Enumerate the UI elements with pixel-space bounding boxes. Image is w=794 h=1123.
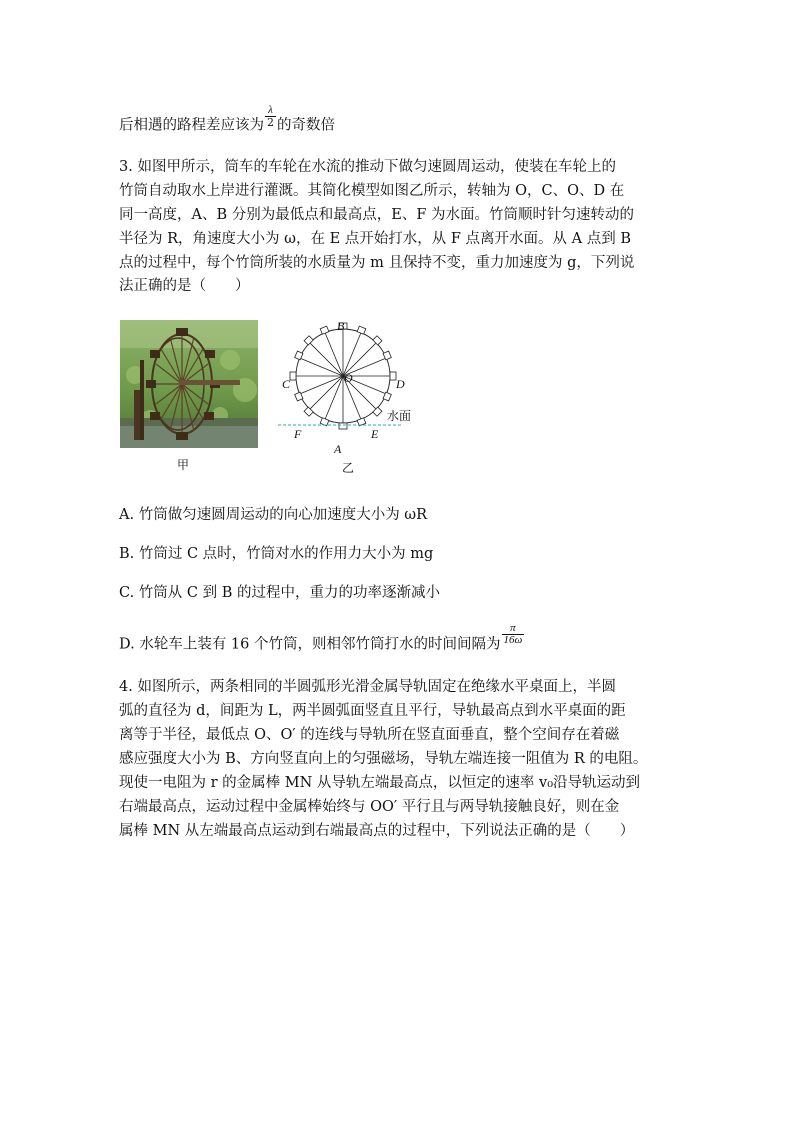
- q3-line-5: 点的过程中，每个竹筒所装的水质量为 m 且保持不变，重力加速度为 g，下列说: [119, 255, 635, 271]
- q4-line-1: 4. 如图所示，两条相同的半圆弧形光滑金属导轨固定在绝缘水平桌面上，半圆: [119, 679, 616, 695]
- q3-line-4: 半径为 R，角速度大小为 ω，在 E 点开始打水，从 F 点离开水面。从 A 点到 B: [119, 231, 631, 247]
- frac-denominator: 2: [267, 116, 274, 129]
- caption-photo: 甲: [177, 458, 190, 472]
- q3-line-6: 法正确的是（ ）: [119, 278, 250, 294]
- option-b: B. 竹筒过 C 点时，竹筒对水的作用力大小为 mg: [119, 546, 434, 562]
- q4-line-2: 弧的直径为 d，间距为 L，两半圆弧面竖直且平行，导轨最高点到水平桌面的距: [119, 703, 626, 719]
- q4-line-6: 右端最高点，运动过程中金属棒始终与 OO′ 平行且与两导轨接触良好，则在金: [119, 799, 620, 815]
- q3-line-3: 同一高度，A、B 分别为最低点和最高点，E、F 为水面。竹筒顺时针匀速转动的: [119, 207, 634, 223]
- option-d-numerator: π: [502, 623, 525, 635]
- label-O: O: [344, 371, 353, 385]
- q3-line-1: 3. 如图甲所示，筒车的车轮在水流的推动下做匀速圆周运动，使装在车轮上的: [119, 159, 616, 175]
- lambda-half-fraction: [265, 105, 276, 128]
- q4-line-4: 感应强度大小为 B、方向竖直向上的匀强磁场，导轨左端连接一阻值为 R 的电阻。: [119, 751, 648, 767]
- label-F: F: [294, 427, 302, 441]
- prev-answer-line: [119, 104, 335, 137]
- label-D: D: [396, 377, 405, 391]
- option-d-denominator: 16ω: [503, 634, 523, 646]
- label-E: E: [371, 427, 379, 441]
- option-c: C. 竹筒从 C 到 B 的过程中，重力的功率逐渐减小: [119, 585, 440, 601]
- q4-line-5: 现使一电阻为 r 的金属棒 MN 从导轨左端最高点，以恒定的速率 v₀沿导轨运动到: [119, 775, 641, 791]
- option-a: A. 竹筒做匀速圆周运动的向心加速度大小为 ωR: [119, 507, 428, 523]
- prev-text-after: 的奇数倍: [277, 117, 335, 134]
- option-d: [119, 622, 525, 656]
- label-C: C: [282, 377, 291, 391]
- frac-numerator: λ: [265, 105, 276, 117]
- q4-line-3: 离等于半径，最低点 O、O′ 的连线与导轨所在竖直面垂直，整个空间存在着磁: [119, 727, 620, 743]
- label-A: A: [334, 442, 342, 456]
- option-d-text: D. 水轮车上装有 16 个竹筒，则相邻竹筒打水的时间间隔为: [119, 636, 501, 653]
- option-d-fraction: [502, 623, 525, 646]
- q4-line-7: 属棒 MN 从左端最高点运动到右端最高点的过程中，下列说法正确的是（ ）: [119, 823, 635, 839]
- q3-line-2: 竹筒自动取水上岸进行灌溉。其简化模型如图乙所示，转轴为 O，C、O、D 在: [119, 183, 625, 199]
- waterwheel-diagram: [270, 316, 420, 474]
- label-B: B: [337, 319, 345, 333]
- label-water-surface: 水面: [387, 409, 412, 423]
- caption-diagram: 乙: [342, 461, 355, 475]
- prev-text-before: 后相遇的路程差应该为: [119, 117, 264, 134]
- waterwheel-photo: [120, 320, 258, 448]
